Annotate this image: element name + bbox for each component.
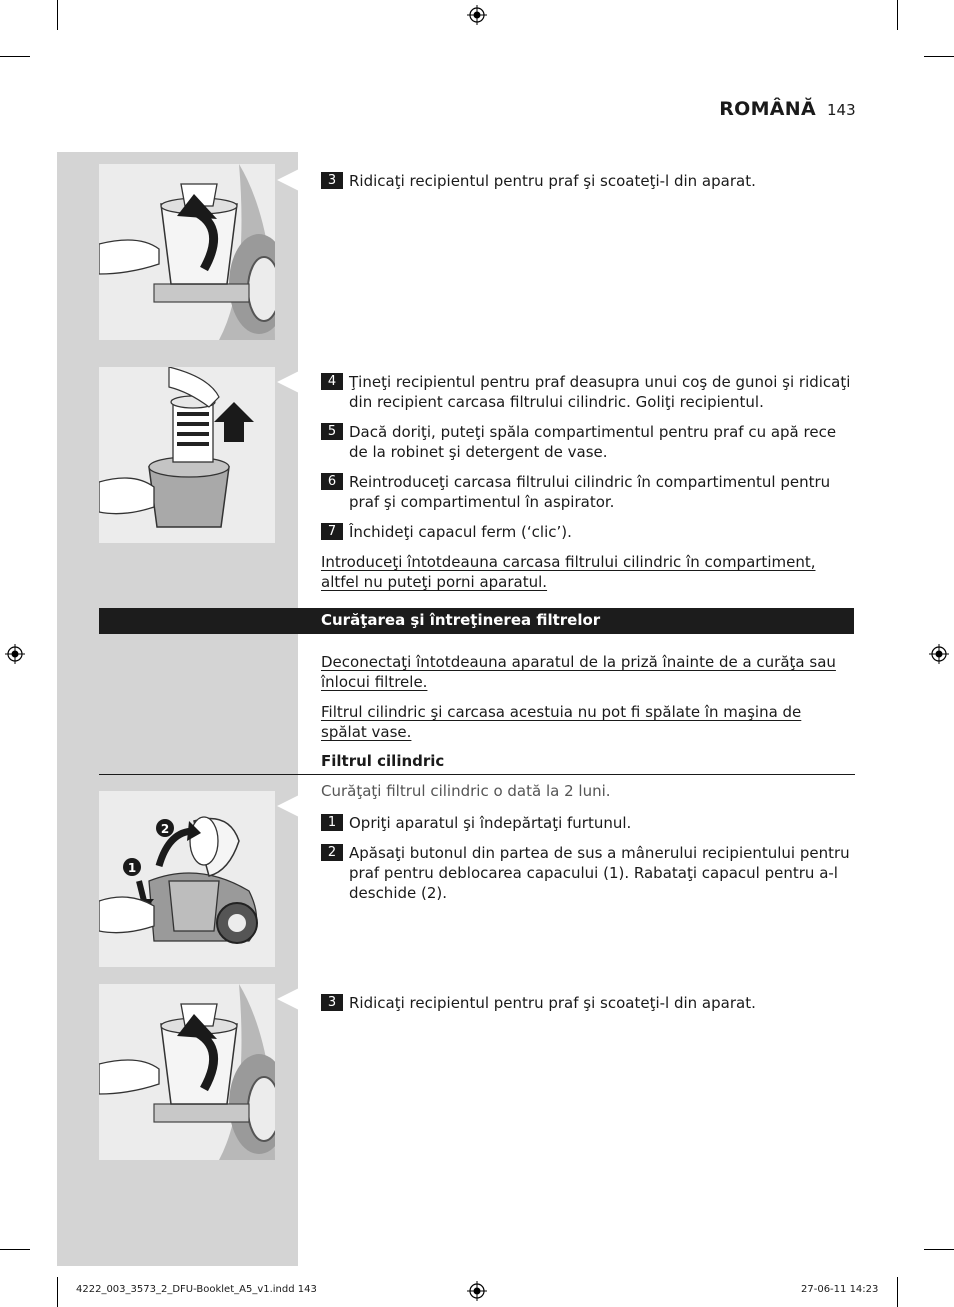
instruction-step — [321, 171, 856, 191]
crop-mark — [897, 0, 898, 30]
registration-mark-icon — [467, 5, 487, 25]
page-language-title: ROMÂNĂ — [719, 98, 816, 120]
registration-mark-icon — [5, 644, 25, 664]
insert-filter-note — [321, 552, 851, 592]
step-text: Închideţi capacul ferm (‘clic’). — [349, 523, 572, 541]
warning-note — [321, 652, 851, 692]
illustration-lift-container — [99, 984, 275, 1160]
instruction-step — [321, 422, 856, 462]
registration-mark-icon — [929, 644, 949, 664]
step-text: Apăsaţi butonul din partea de sus a mânerului recipientului pentru praf pentru deblocarea capacului (1). Rabataţi capacul pentru a-l deschide (2). — [349, 844, 850, 902]
section-header-bar — [99, 608, 854, 634]
illustration-label: 2 — [160, 822, 170, 836]
crop-mark — [57, 0, 58, 30]
illustration-pointer — [277, 371, 299, 393]
step-text: Ridicaţi recipientul pentru praf şi scoateţi-l din aparat. — [349, 994, 756, 1012]
illustration-pointer — [277, 169, 299, 191]
step-text: Reintroduceţi carcasa filtrului cilindric în compartimentul pentru praf şi compartimentul în aspirator. — [349, 473, 831, 511]
instruction-step — [321, 813, 856, 833]
crop-mark — [0, 1249, 30, 1250]
crop-mark — [57, 1277, 58, 1307]
step-number-badge: 2 — [321, 844, 343, 861]
instruction-step — [321, 372, 856, 412]
instruction-step — [321, 522, 856, 542]
instruction-step — [321, 843, 856, 903]
page-number: 143 — [827, 101, 856, 119]
illustration-pointer — [277, 795, 299, 817]
step-number-badge: 7 — [321, 523, 343, 540]
registration-mark-icon — [467, 1281, 487, 1301]
footer-file-info: 4222_003_3573_2_DFU-Booklet_A5_v1.indd 143 — [76, 1284, 317, 1295]
section-title: Curăţarea şi întreţinerea filtrelor — [321, 611, 601, 629]
step-text: Opriţi aparatul şi îndepărtaţi furtunul. — [349, 814, 632, 832]
frequency-text: Curăţaţi filtrul cilindric o dată la 2 luni. — [321, 782, 611, 800]
instruction-step — [321, 993, 856, 1013]
crop-mark — [0, 56, 30, 57]
crop-mark — [924, 1249, 954, 1250]
subsection-title: Filtrul cilindric — [321, 752, 445, 770]
warning-text: Deconectaţi întotdeauna aparatul de la priză înainte de a curăţa sau înlocui filtrele. — [321, 653, 836, 691]
step-number-badge: 3 — [321, 172, 343, 189]
divider — [99, 774, 855, 775]
footer-date: 27-06-11 14:23 — [801, 1284, 879, 1295]
step-text: Ţineţi recipientul pentru praf deasupra unui coş de gunoi şi ridicaţi din recipient carcasa filtrului cilindric. Goliţi recipientul. — [349, 373, 851, 411]
illustration-remove-filter — [99, 367, 275, 543]
step-text: Dacă doriţi, puteţi spăla compartimentul pentru praf cu apă rece de la robinet şi detergent de vase. — [349, 423, 837, 461]
crop-mark — [924, 56, 954, 57]
step-number-badge: 3 — [321, 994, 343, 1011]
warning-text: Filtrul cilindric şi carcasa acestuia nu pot fi spălate în maşina de spălat vase. — [321, 703, 802, 741]
step-text: Ridicaţi recipientul pentru praf şi scoateţi-l din aparat. — [349, 172, 756, 190]
illustration-open-lid — [99, 791, 275, 967]
illustration-label: 1 — [127, 861, 137, 875]
illustration-lift-container — [99, 164, 275, 340]
step-number-badge: 1 — [321, 814, 343, 831]
step-number-badge: 4 — [321, 373, 343, 390]
step-number-badge: 6 — [321, 473, 343, 490]
step-number-badge: 5 — [321, 423, 343, 440]
instruction-step — [321, 472, 856, 512]
crop-mark — [897, 1277, 898, 1307]
illustration-pointer — [277, 988, 299, 1010]
warning-note — [321, 702, 851, 742]
note-text: Introduceţi întotdeauna carcasa filtrului cilindric în compartiment, altfel nu puteţi porni aparatul. — [321, 553, 816, 591]
